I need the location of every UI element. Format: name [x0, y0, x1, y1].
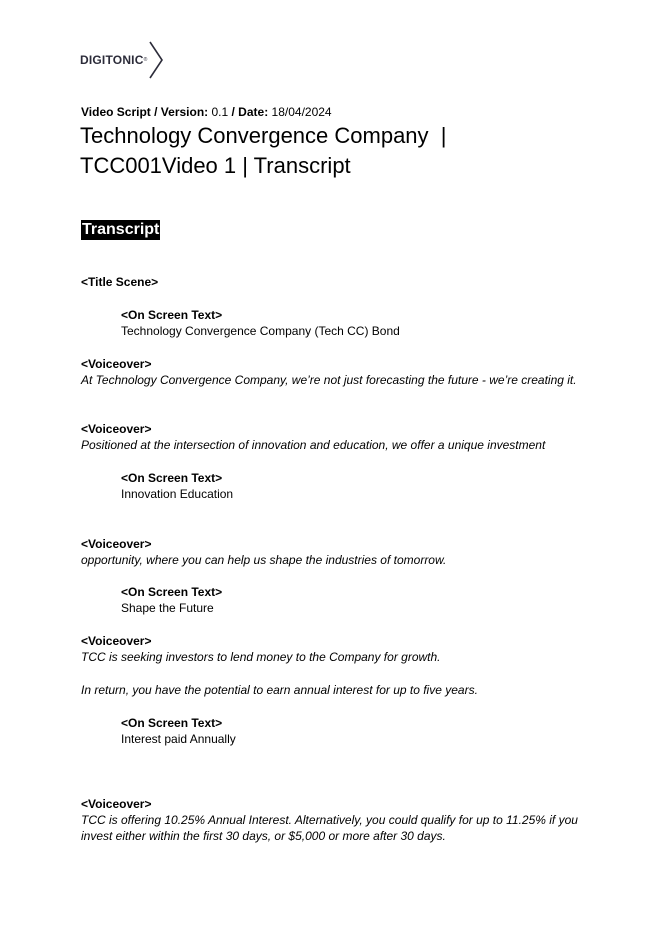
- title-line-2: TCC001Video 1 | Transcript: [80, 153, 351, 178]
- on-screen-text: Technology Convergence Company (Tech CC) Bond: [121, 324, 400, 338]
- document-title: [80, 121, 600, 181]
- on-screen-text-label: <On Screen Text>: [121, 716, 223, 730]
- on-screen-text-block: [121, 715, 591, 747]
- voiceover-text: Positioned at the intersection of innovation and education, we offer a unique investment: [81, 438, 546, 452]
- voiceover-label: <Voiceover>: [81, 422, 152, 436]
- meta-label: Video Script / Version:: [81, 105, 209, 119]
- voiceover-block: [81, 356, 591, 388]
- voiceover-label: <Voiceover>: [81, 357, 152, 371]
- voiceover-block: [81, 633, 591, 665]
- voiceover-continuation: [81, 682, 591, 698]
- chevron-right-icon: [147, 40, 165, 80]
- document-meta: [81, 105, 332, 119]
- voiceover-block: [81, 796, 591, 844]
- title-scene-label: <Title Scene>: [81, 275, 159, 289]
- title-line-1: Technology Convergence Company |: [80, 123, 447, 148]
- voiceover-label: <Voiceover>: [81, 537, 152, 551]
- logo-registered-mark: ®: [143, 57, 148, 63]
- voiceover-block: [81, 536, 591, 568]
- meta-date-label: / Date:: [231, 105, 269, 119]
- voiceover-text: TCC is offering 10.25% Annual Interest. Alternatively, you could qualify for up to 11.25% if you invest either within the first 30 days, or $5,000 or more after 30 days.: [81, 813, 578, 843]
- on-screen-text-label: <On Screen Text>: [121, 308, 223, 322]
- on-screen-text-block: [121, 307, 591, 339]
- voiceover-text: At Technology Convergence Company, we’re not just forecasting the future - we’re creating it.: [81, 373, 577, 387]
- voiceover-label: <Voiceover>: [81, 797, 152, 811]
- on-screen-text-label: <On Screen Text>: [121, 471, 223, 485]
- meta-version: 0.1: [208, 105, 232, 119]
- voiceover-text: In return, you have the potential to earn annual interest for up to five years.: [81, 683, 478, 697]
- voiceover-text: TCC is seeking investors to lend money to the Company for growth.: [81, 650, 441, 664]
- on-screen-text-block: [121, 470, 591, 502]
- section-heading: Transcript: [82, 221, 160, 238]
- voiceover-label: <Voiceover>: [81, 634, 152, 648]
- voiceover-block: [81, 421, 591, 453]
- meta-date: 18/04/2024: [268, 105, 332, 119]
- on-screen-text: Innovation Education: [121, 487, 234, 501]
- on-screen-text-label: <On Screen Text>: [121, 585, 223, 599]
- voiceover-text: opportunity, where you can help us shape the industries of tomorrow.: [81, 553, 447, 567]
- on-screen-text: Shape the Future: [121, 601, 214, 615]
- logo-wordmark: DIGITONIC: [80, 53, 144, 67]
- on-screen-text: Interest paid Annually: [121, 732, 236, 746]
- on-screen-text-block: [121, 584, 591, 616]
- digitonic-logo: [80, 40, 165, 80]
